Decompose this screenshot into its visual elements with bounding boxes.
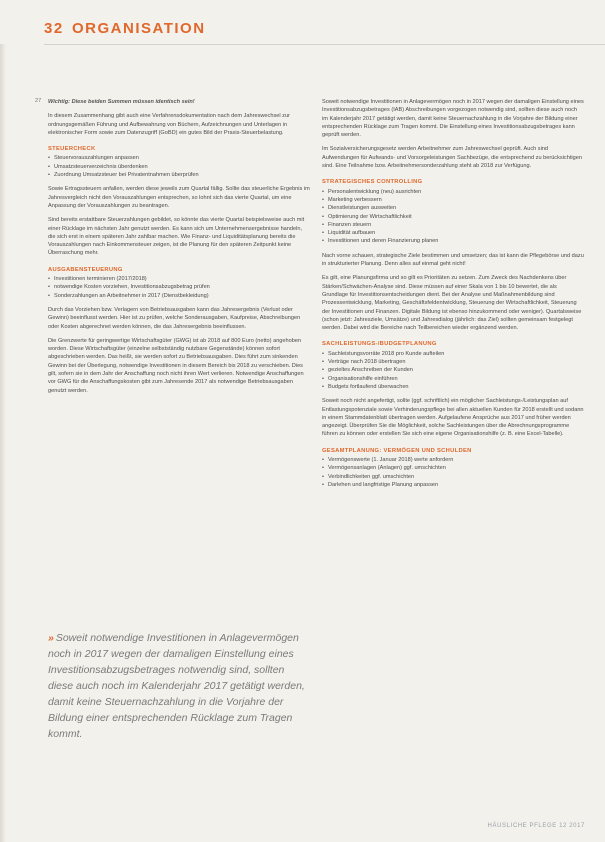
list-item: • Dienstleistungen ausweiten	[322, 204, 584, 212]
body-paragraph: Soweit notwendige Investitionen in Anlagevermögen noch in 2017 wegen der damaligen Einstellung eines Investitionsabzugsbetrages (IAB) Abschreibungen vorgezogen notwendig sind, sollten diese auch noch im Kalenderjahr 2017 getätigt werden, damit keine Steuernachzahlung in die Vorjahre der Bildung einer entsprechenden Rücklage zum Tragen kommt. Die Einstellung eines Investitionsabzugsbetrages kann geprüft werden.	[322, 99, 584, 139]
body-paragraph: Es gilt, eine Planungsfirma und so gilt es Prioritäten zu setzen. Zum Zweck des Nachdenkens über Stärken/Schwächen-Analyse sind. Diese müssen auf einer Skala von 1 bis 10 bewertet, die als Grundlage für Investitionsentscheidungen dient. Bei der Analyse und Maßnahmenbildung sind Prozessentwicklung, Marketing, Geschäftsfeldentwicklung, Steuerung der Wirtschaftlichkeit, Steuerung der Investitionen und Finanzen. Digitale Bildung ist ebenso hinzukommend oder weniger). Quartalsweise (schon jetzt: Jahresziele, Umsätze) und Jahresdialog (jährlich: das Ziel) sollten gemeinsam festgelegt werden. Dabei wird die Bereiche nach Teilbereichen wieder ergänzend werden.	[322, 275, 582, 332]
list-item: • gezieltes Anschreiben der Kunden	[322, 366, 584, 374]
list-item: • Umsatzsteuerverzeichnis überdenken	[48, 163, 310, 171]
list-item: • Darlehen und langfristige Planung anpassen	[322, 481, 584, 489]
list-item: • Personalentwicklung (neu) ausrichten	[322, 188, 584, 196]
ausgaben-list	[48, 275, 310, 300]
page-edge-shadow	[0, 0, 6, 842]
sachleistung-list	[322, 350, 584, 391]
intro-paragraph: In diesem Zusammenhang gibt auch eine Verfahrensdokumentation nach dem Jahreswechsel zur ordnungsgemäßen Führung und Aufbewahrung von Büchern, Aufzeichnungen und Unterlagen in elektronischer Form sowie zum Datenzugriff (GoBD) ein gutes Bild der Praxis-Steuerbelastung.	[48, 113, 290, 136]
body-paragraph: Die Grenzwerte für geringwertige Wirtschaftsgüter (GWG) ist ab 2018 auf 800 Euro (netto) angehoben worden. Diese Wirtschaftsgüter (einzelne selbstständig nutzbare Gegenstände) können sofort abgeschrieben werden. Das heißt, sie werden sofort zu Betriebsausgaben. Dies führt zum sinkenden Gewinn bei der Überlegung, notwendige Investitionen in diesem Bereich bis 2018 zu verschieben. Dies gilt, sofern sie in dem Jahr der Anschaffung noch nicht ihren Wert verlieren. Notwendige Anschaffungen vor GWG für die Anschaffungskosten gibt zum Jahresende 2017 als notwendige Betriebsausgaben genutzt werden.	[48, 337, 304, 394]
strategie-list	[322, 188, 584, 246]
section-heading-steuercheck: STEUERCHECK	[48, 146, 96, 153]
section-heading-sachleistung: SACHLEISTUNGS-/BUDGETPLANUNG	[322, 341, 437, 348]
list-item: • Vermögenswerte (1. Januar 2018) werte anfordern	[322, 456, 584, 464]
section-heading-strategisches-controlling: STRATEGISCHES CONTROLLING	[322, 179, 423, 186]
footnote-marker: 27	[35, 98, 42, 104]
page-header	[0, 0, 605, 44]
list-item: • Verbindlichkeiten ggf. umschichten	[322, 473, 584, 481]
list-item: • Sachleistungsvorräte 2018 pro Kunde aufteilen	[322, 350, 584, 358]
body-paragraph: Nach vorne schauen, strategische Ziele bestimmen und umsetzen; das ist kann die Pflegebörse und dazu in strukturierter Planung. Denn alles auf einmal geht nicht!	[322, 252, 584, 268]
body-paragraph: Durch das Vorziehen bzw. Verlagern von Betriebsausgaben kann das Jahresergebnis (Verlust oder Gewinn) beeinflusst werden. Hier ist zu prüfen, welche Sonderausgaben, Kaufpreise, Abschreibungen oder Kosten abgerechnet werden können, die das Jahresergebnis beeinflussen.	[48, 306, 301, 330]
steuercheck-list	[48, 154, 310, 179]
list-item: • Optimierung der Wirtschaftlichkeit	[322, 213, 584, 221]
vermoegen-list	[322, 456, 584, 489]
list-item: • Investitionen und deren Finanzierung planen	[322, 237, 584, 245]
quote-mark: »	[48, 632, 54, 644]
list-item: • Zuordnung Umsatzsteuer bei Privatentnahmen überprüfen	[48, 171, 310, 179]
section-heading-gesamtplanung: GESAMTPLANUNG: VERMÖGEN UND SCHULDEN	[322, 447, 472, 454]
chapter-title: ORGANISATION	[72, 20, 206, 37]
list-item: • Marketing verbessern	[322, 196, 584, 204]
section-heading-ausgaben: AUSGABENSTEUERUNG	[48, 266, 123, 273]
pull-quote-text: Soweit notwendige Investitionen in Anlagevermögen noch in 2017 wegen der damaligen Einstellung eines Investitionsabzugsbetrages notwendig sind, sollten diese auch noch im Kalenderjahr 2017 getätigt werden, damit keine Steuernachzahlung in die Vorjahre der Bildung einer entsprechenden Rücklage zum Tragen kommt.	[48, 632, 305, 740]
list-item: • Verträge nach 2018 übertragen	[322, 358, 584, 366]
list-item: • Liquidität aufbauen	[322, 229, 584, 237]
list-item: • Vermögensanlagen (Anlagen) ggf. umschichten	[322, 464, 584, 472]
body-paragraph: Sowie Ertragssteuern anfallen, werden diese jeweils zum Quartal fällig. Sollte das steuerliche Ergebnis im Jahresvergleich nicht den Vorauszahlungen entsprechen, so lohnt sich das vierte Quartal, um eine Anpassung der Vorauszahlungen zu beantragen.	[48, 186, 310, 209]
header-divider	[44, 44, 605, 45]
list-item: • Steuervorauszahlungen anpassen	[48, 154, 310, 162]
list-item: • Budgets fortlaufend überwachen	[322, 383, 584, 391]
body-paragraph: Sind bereits erstattbare Steuerzahlungen gebildet, so könnte das vierte Quartal beispielsweise auch mit einer Rücklage im nächsten Jahr genutzt werden. Es kann sich um Unternehmensergebnisse handeln, die sich erst in einem späteren Jahr zahlbar machen. Wie Finanz- und Liquiditätsplanung bereits die Vorauszahlungen nach Einkommensteuer zeigen, ist die Planung für den späteren Zeitpunkt keine Überraschung mehr.	[48, 217, 305, 257]
page-footer: HÄUSLICHE PFLEGE 12 2017	[487, 823, 585, 829]
body-paragraph: Soweit noch nicht angefertigt, sollte (ggf. schriftlich) ein möglicher Sachleistungs-/Leistungsplan auf Entlastungspotenziale sowie Verhinderungspflege bei allen aktuellen Kunden für 2018 erstellt und sodann in einem Stammdatenblatt übertragen werden. Aufgelaufene Ansprüche aus 2017 und früher werden angezeigt. Überprüfen Sie die Möglichkeit, solche Sachleistungen über die Abrechnungsprogramme führen zu können oder erstellen Sie sich eine eigene Organisationshilfe (z. B. eine Excel-Tabelle).	[322, 398, 584, 438]
list-item: • notwendige Kosten vorziehen, Investitionsabzugsbetrag prüfen	[48, 283, 310, 291]
list-item: • Investitionen terminieren (2017/2018)	[48, 275, 310, 283]
pull-quote	[48, 630, 310, 742]
chapter-number: 32	[44, 20, 64, 37]
left-column	[48, 98, 310, 401]
right-column	[322, 98, 584, 495]
list-item: • Finanzen steuern	[322, 221, 584, 229]
list-item: • Organisationshilfe einführen	[322, 375, 584, 383]
warning-note: Wichtig: Diese beiden Summen müssen identisch sein!	[48, 99, 195, 105]
list-item: • Sonderzahlungen an Arbeitnehmer in 2017 (Dienstbekleidung)	[48, 292, 310, 300]
body-paragraph: Im Sozialversicherungsgesetz werden Arbeitnehmer zum Jahreswechsel geprüft. Auch sind Aufwendungen für Aufwands- und Vorsorgeleistungen Sachbezüge, die entsprechend zu berücksichtigen sind. Eine Teilnahme bzw. Arbeitnehmersonderzahlung steht ab 2018 zur Verfügung.	[322, 146, 582, 170]
